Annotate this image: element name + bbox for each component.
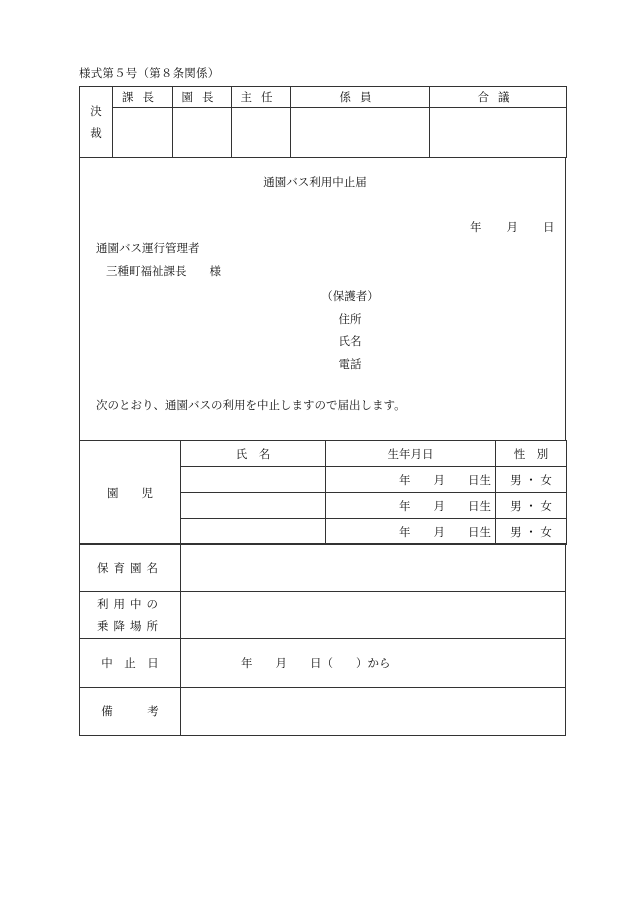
- col-name-header: 氏 名: [181, 441, 326, 467]
- addressee-line-2: 三種町福祉課長 様: [106, 264, 221, 278]
- stop-date-field[interactable]: 年 月 日（ ）から: [181, 639, 566, 687]
- addressee-line-1: 通園バス運行管理者: [96, 241, 200, 255]
- ketsusai-char-2: 裁: [90, 126, 102, 140]
- date-year: 年: [470, 220, 482, 234]
- address-label: 住所: [338, 311, 362, 326]
- child-birth-field[interactable]: 年 月 日生: [326, 493, 496, 519]
- remarks-label: 備 考: [80, 687, 181, 735]
- stamp-encho[interactable]: [173, 108, 232, 158]
- stop-label: [80, 592, 181, 639]
- stamp-kacho[interactable]: [113, 108, 173, 158]
- stop-date-label: 中 止 日: [80, 639, 181, 687]
- header-shunin: 主任: [232, 87, 291, 108]
- notice-title: 通園バス利用中止届: [263, 175, 367, 189]
- child-table: [79, 440, 566, 544]
- form-number: 様式第５号（第８条関係）: [79, 66, 220, 80]
- stamp-gogi[interactable]: [430, 108, 567, 158]
- stamp-shunin[interactable]: [232, 108, 291, 158]
- stop-field[interactable]: [181, 592, 566, 639]
- stamp-kakariin[interactable]: [291, 108, 430, 158]
- child-name-field[interactable]: [181, 493, 326, 519]
- applicant-block: [300, 285, 400, 375]
- name-label: 氏名: [338, 334, 362, 348]
- col-sex-header: 性 別: [496, 441, 567, 467]
- guardian-label: （保護者）: [321, 289, 379, 303]
- child-birth-field[interactable]: 年 月 日生: [326, 467, 496, 493]
- phone-label: 電話: [338, 356, 362, 371]
- child-name-field[interactable]: [181, 467, 326, 493]
- date-day: 日: [543, 220, 555, 234]
- stop-label-1: 利用中の: [97, 597, 163, 612]
- statement-text: 次のとおり、通園バスの利用を中止しますので届出します。: [96, 398, 406, 412]
- nursery-field[interactable]: [181, 544, 566, 592]
- approval-table: [79, 86, 566, 158]
- nursery-label: 保育園名: [80, 544, 181, 592]
- child-birth-field[interactable]: 年 月 日生: [326, 519, 496, 545]
- child-section-label: 園 児: [80, 441, 181, 545]
- stop-label-2: 乗降場所: [97, 619, 163, 634]
- detail-table: [79, 543, 566, 736]
- header-gogi: 合議: [430, 87, 567, 108]
- ketsusai-label: [80, 87, 113, 158]
- header-kacho: 課長: [113, 87, 173, 108]
- child-sex-field[interactable]: 男 ・ 女: [496, 493, 567, 519]
- col-birth-header: 生年月日: [326, 441, 496, 467]
- submission-date[interactable]: [470, 219, 555, 235]
- ketsusai-char-1: 決: [90, 104, 102, 118]
- child-sex-field[interactable]: 男 ・ 女: [496, 519, 567, 545]
- header-kakariin: 係員: [291, 87, 430, 108]
- remarks-field[interactable]: [181, 687, 566, 735]
- header-encho: 園長: [173, 87, 232, 108]
- child-sex-field[interactable]: 男 ・ 女: [496, 467, 567, 493]
- child-name-field[interactable]: [181, 519, 326, 545]
- date-month: 月: [506, 220, 518, 234]
